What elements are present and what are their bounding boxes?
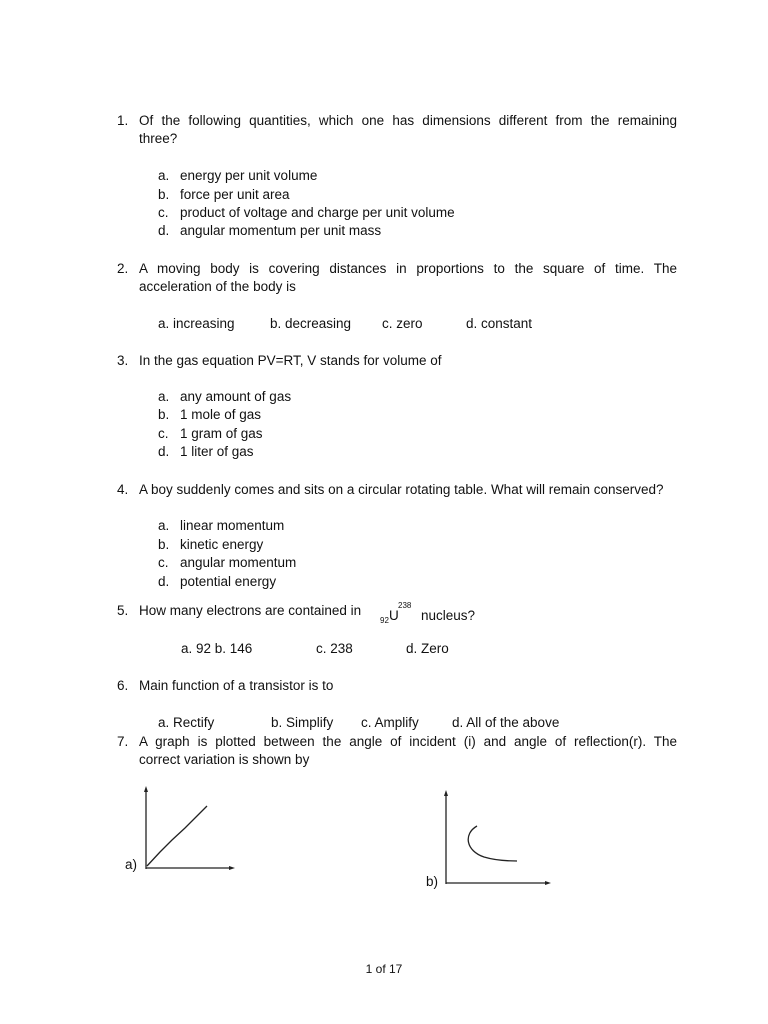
page-footer: 1 of 17 <box>365 962 403 976</box>
graph-b-curve <box>468 826 517 861</box>
option-letter: d. <box>158 223 170 238</box>
question-text-line-2: acceleration of the body is <box>139 279 296 294</box>
option-d: d. constant <box>466 316 533 331</box>
option-text: linear momentum <box>180 518 285 533</box>
option-d: d. Zero <box>406 641 449 656</box>
option-text: 1 gram of gas <box>180 426 263 441</box>
question-text-line-1: A moving body is covering distances in proportions to the square of time. The <box>139 261 677 276</box>
option-letter: c. <box>158 426 169 441</box>
option-letter: d. <box>158 444 170 459</box>
option-b: b. decreasing <box>270 316 352 331</box>
question-text: A boy suddenly comes and sits on a circular rotating table. What will remain conserved? <box>139 482 664 497</box>
question-number: 3. <box>117 353 129 368</box>
question-text: In the gas equation PV=RT, V stands for volume of <box>139 353 442 368</box>
option-text: any amount of gas <box>180 389 292 404</box>
option-letter: b. <box>158 537 170 552</box>
question-text: Main function of a transistor is to <box>139 678 334 693</box>
option-c: c. 238 <box>316 641 353 656</box>
option-text: 1 mole of gas <box>180 407 262 422</box>
option-text: force per unit area <box>180 187 290 202</box>
isotope-mass-number: 238 <box>398 601 412 610</box>
option-letter: d. <box>158 574 170 589</box>
option-letter: a. <box>158 168 170 183</box>
graph-a-label: a) <box>125 857 138 872</box>
option-b: b. Simplify <box>271 715 334 730</box>
option-a-b: a. 92 b. 146 <box>181 641 253 656</box>
question-text-line-2: three? <box>139 131 178 146</box>
option-letter: c. <box>158 555 169 570</box>
isotope-element: U <box>389 608 399 623</box>
question-text-line-2: correct variation is shown by <box>139 752 310 767</box>
option-text: angular momentum <box>180 555 297 570</box>
option-text: energy per unit volume <box>180 168 318 183</box>
option-text: potential energy <box>180 574 277 589</box>
question-number: 6. <box>117 678 129 693</box>
option-text: angular momentum per unit mass <box>180 223 382 238</box>
option-letter: b. <box>158 187 170 202</box>
option-c: c. zero <box>382 316 423 331</box>
option-a: a. increasing <box>158 316 235 331</box>
option-letter: c. <box>158 205 169 220</box>
graph-b-x-arrow <box>545 881 551 885</box>
option-a: a. Rectify <box>158 715 215 730</box>
question-number: 7. <box>117 734 129 749</box>
option-letter: a. <box>158 518 170 533</box>
question-number: 2. <box>117 261 129 276</box>
option-text: 1 liter of gas <box>180 444 254 459</box>
graph-b-y-arrow <box>444 790 448 796</box>
option-text: kinetic energy <box>180 537 264 552</box>
question-text-line-1: Of the following quantities, which one has dimensions different from the remaining <box>139 113 677 128</box>
option-c: c. Amplify <box>361 715 419 730</box>
option-d: d. All of the above <box>452 715 560 730</box>
isotope-atomic-number: 92 <box>380 616 389 625</box>
question-text-after: nucleus? <box>421 608 476 623</box>
question-number: 5. <box>117 603 129 618</box>
graph-b-label: b) <box>426 874 439 889</box>
option-letter: b. <box>158 407 170 422</box>
question-number: 1. <box>117 113 129 128</box>
question-text-before: How many electrons are contained in <box>139 603 362 618</box>
question-text-line-1: A graph is plotted between the angle of incident (i) and angle of reflection(r). The <box>139 734 677 749</box>
option-letter: a. <box>158 389 170 404</box>
question-number: 4. <box>117 482 129 497</box>
option-text: product of voltage and charge per unit volume <box>180 205 455 220</box>
